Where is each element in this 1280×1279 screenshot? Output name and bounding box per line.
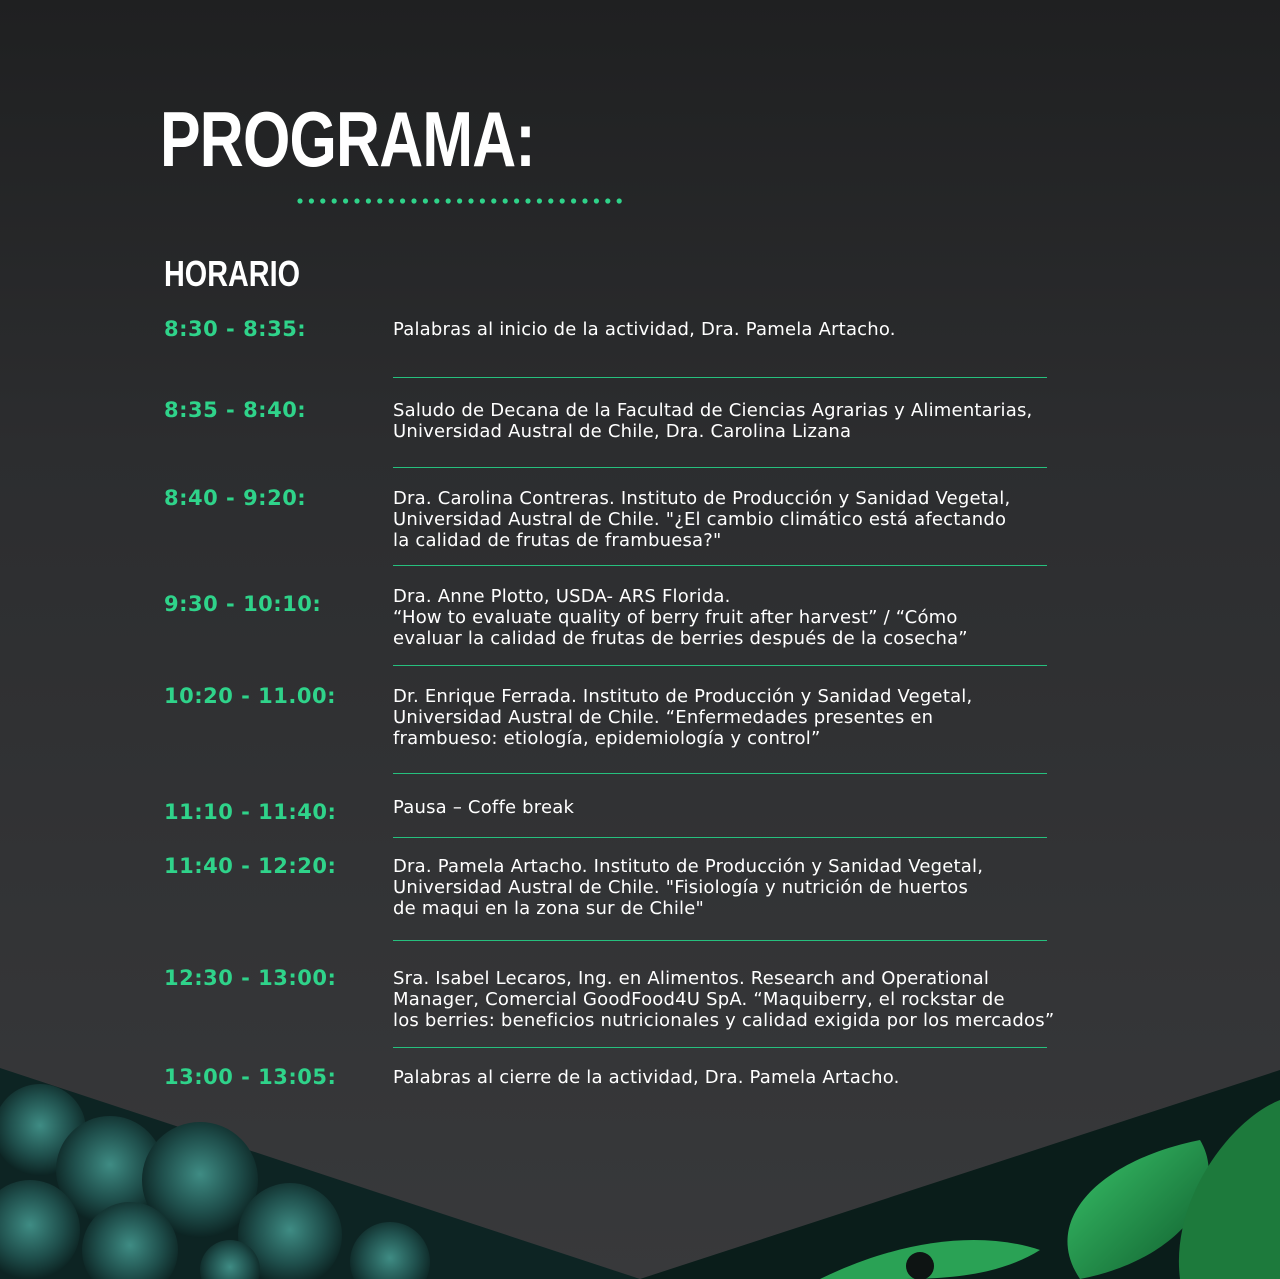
schedule-time: 11:40 - 12:20: xyxy=(164,854,337,878)
page-title: PROGRAMA: xyxy=(160,95,535,183)
divider-dot xyxy=(514,198,519,203)
description-line: Sra. Isabel Lecaros, Ing. en Alimentos. Research and Operational xyxy=(393,968,990,989)
description-line: Universidad Austral de Chile, Dra. Carolina Lizana xyxy=(393,421,852,442)
divider-dot xyxy=(480,198,485,203)
divider-dot xyxy=(617,198,622,203)
divider-dot xyxy=(537,198,542,203)
divider-dot xyxy=(320,198,325,203)
divider-dot xyxy=(571,198,576,203)
divider-dot xyxy=(411,198,416,203)
divider-dot xyxy=(332,198,337,203)
schedule-description xyxy=(393,686,1133,749)
schedule-time: 11:10 - 11:40: xyxy=(164,800,337,824)
row-separator xyxy=(393,565,1047,566)
description-line: los berries: beneficios nutricionales y calidad exigida por los mercados” xyxy=(393,1010,1055,1031)
divider-dot xyxy=(377,198,382,203)
description-line: Dra. Pamela Artacho. Instituto de Producción y Sanidad Vegetal, xyxy=(393,856,984,877)
divider-dot xyxy=(389,198,394,203)
description-line: Universidad Austral de Chile. "Fisiología y nutrición de huertos xyxy=(393,877,969,898)
divider-dot xyxy=(309,198,314,203)
row-separator xyxy=(393,940,1047,941)
divider-dot xyxy=(548,198,553,203)
divider-dot xyxy=(423,198,428,203)
dotted-divider xyxy=(296,196,636,206)
schedule-description xyxy=(393,319,1133,340)
description-line: Dra. Anne Plotto, USDA- ARS Florida. xyxy=(393,586,731,607)
schedule-description xyxy=(393,968,1133,1031)
schedule-time: 10:20 - 11.00: xyxy=(164,684,337,708)
description-line: Dra. Carolina Contreras. Instituto de Producción y Sanidad Vegetal, xyxy=(393,488,1011,509)
schedule-time: 12:30 - 13:00: xyxy=(164,966,337,990)
row-separator xyxy=(393,773,1047,774)
description-line: frambueso: etiología, epidemiología y control” xyxy=(393,728,821,749)
schedule-description xyxy=(393,797,1133,818)
schedule-time: 8:40 - 9:20: xyxy=(164,486,307,510)
divider-dot xyxy=(400,198,405,203)
row-separator xyxy=(393,1047,1047,1048)
divider-dot xyxy=(457,198,462,203)
schedule-description xyxy=(393,400,1133,442)
row-separator xyxy=(393,377,1047,378)
schedule-description xyxy=(393,1067,1133,1088)
description-line: de maqui en la zona sur de Chile" xyxy=(393,898,704,919)
description-line: Palabras al cierre de la actividad, Dra. Pamela Artacho. xyxy=(393,1067,900,1088)
description-line: Saludo de Decana de la Facultad de Ciencias Agrarias y Alimentarias, xyxy=(393,400,1033,421)
schedule-time: 8:35 - 8:40: xyxy=(164,398,307,422)
divider-dot xyxy=(468,198,473,203)
divider-dot xyxy=(354,198,359,203)
divider-dot xyxy=(343,198,348,203)
divider-dot xyxy=(434,198,439,203)
description-line: la calidad de frutas de frambuesa?" xyxy=(393,530,722,551)
row-separator xyxy=(393,665,1047,666)
schedule-time: 8:30 - 8:35: xyxy=(164,317,307,341)
divider-dot xyxy=(366,198,371,203)
divider-dot xyxy=(446,198,451,203)
description-line: “How to evaluate quality of berry fruit after harvest” / “Cómo xyxy=(393,607,958,628)
divider-dot xyxy=(582,198,587,203)
schedule-time: 9:30 - 10:10: xyxy=(164,592,322,616)
divider-dot xyxy=(605,198,610,203)
divider-dot xyxy=(594,198,599,203)
description-line: Universidad Austral de Chile. "¿El cambio climático está afectando xyxy=(393,509,1007,530)
schedule-description xyxy=(393,488,1133,551)
description-line: Pausa – Coffe break xyxy=(393,797,575,818)
description-line: Dr. Enrique Ferrada. Instituto de Producción y Sanidad Vegetal, xyxy=(393,686,973,707)
description-line: Palabras al inicio de la actividad, Dra. Pamela Artacho. xyxy=(393,319,896,340)
divider-dot xyxy=(503,198,508,203)
description-line: evaluar la calidad de frutas de berries después de la cosecha” xyxy=(393,628,968,649)
description-line: Manager, Comercial GoodFood4U SpA. “Maquiberry, el rockstar de xyxy=(393,989,1005,1010)
schedule-description xyxy=(393,856,1133,919)
divider-dot xyxy=(525,198,530,203)
row-separator xyxy=(393,467,1047,468)
divider-dot xyxy=(491,198,496,203)
divider-dot xyxy=(560,198,565,203)
schedule-heading: HORARIO xyxy=(164,253,300,294)
schedule-time: 13:00 - 13:05: xyxy=(164,1065,337,1089)
description-line: Universidad Austral de Chile. “Enfermedades presentes en xyxy=(393,707,934,728)
schedule-description xyxy=(393,586,1133,649)
row-separator xyxy=(393,837,1047,838)
divider-dot xyxy=(297,198,302,203)
